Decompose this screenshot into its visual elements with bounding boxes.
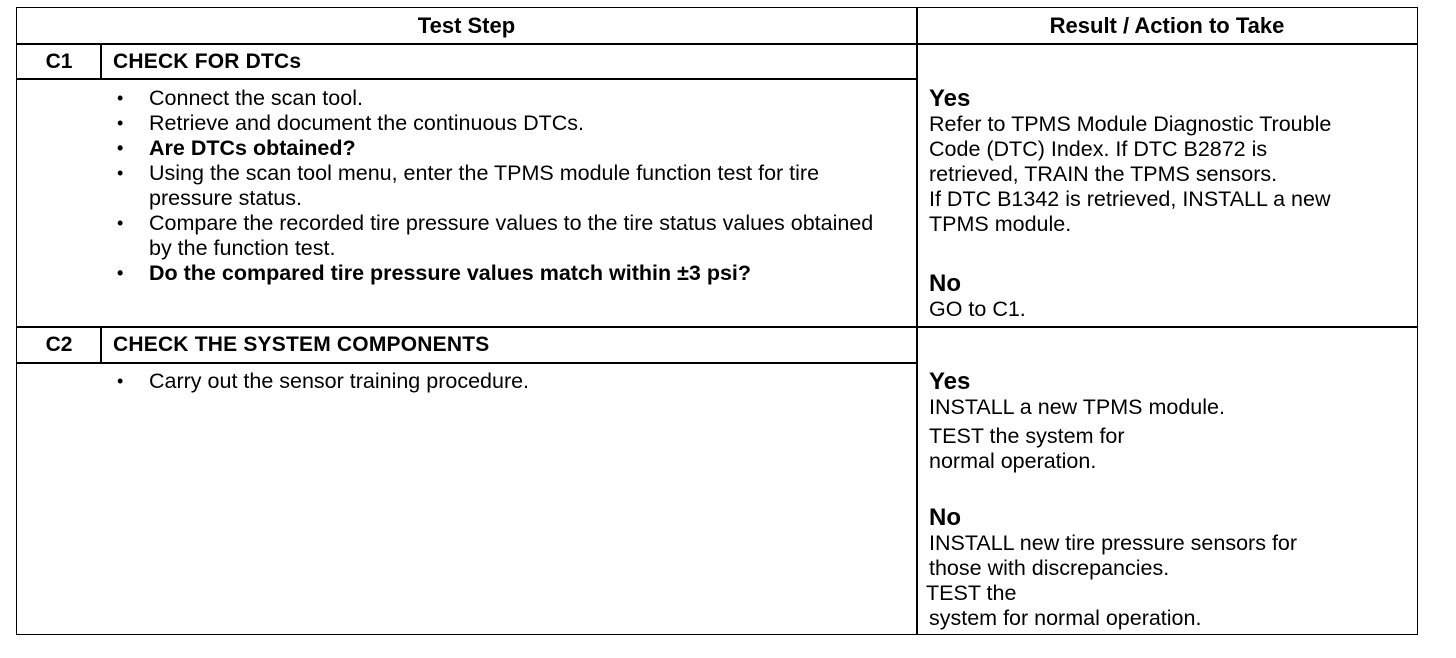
- c1-bullet-question: • Do the compared tire pressure values match within ±3 psi?: [113, 261, 893, 286]
- c1-bullet: • Retrieve and document the continuous DTCs.: [113, 111, 893, 136]
- c1-bullet: • Compare the recorded tire pressure values to the tire status values obtained by the function test.: [113, 211, 893, 261]
- c2-no-label: No: [929, 504, 961, 531]
- step-id-c1: C1: [45, 49, 73, 73]
- c1-no-label: No: [929, 270, 961, 297]
- step-title-c2: CHECK THE SYSTEM COMPONENTS: [113, 332, 490, 356]
- c1-bullet-list: [113, 86, 893, 286]
- c1-no-result: [929, 270, 1415, 322]
- c1-yes-line: If DTC B1342 is retrieved, INSTALL a new: [929, 187, 1331, 211]
- c2-result: [929, 368, 1415, 474]
- c1-no-line: GO to C1.: [929, 297, 1026, 321]
- c2-yes-line: INSTALL a new TPMS module.: [929, 395, 1225, 419]
- c2-yes-line: normal operation.: [929, 449, 1097, 473]
- c1-yes-label: Yes: [929, 85, 971, 112]
- c2-no-line: system for normal operation.: [929, 606, 1202, 630]
- c1-yes-line: retrieved, TRAIN the TPMS sensors.: [929, 162, 1278, 186]
- c2-no-line: TEST the: [926, 581, 1017, 605]
- c2-bullet: • Carry out the sensor training procedure.: [113, 369, 893, 394]
- c1-result: [929, 85, 1415, 237]
- c1-yes-line: Refer to TPMS Module Diagnostic Trouble: [929, 112, 1332, 136]
- c2-no-line: INSTALL new tire pressure sensors for: [929, 531, 1298, 555]
- c1-yes-line: Code (DTC) Index. If DTC B2872 is: [929, 137, 1268, 161]
- c2-bullet-list: [113, 369, 893, 394]
- c2-title-divider: [17, 362, 917, 364]
- header-result-action: Result / Action to Take: [1049, 13, 1285, 38]
- c1-bullet-question: • Are DTCs obtained?: [113, 136, 893, 161]
- header-test-step: Test Step: [417, 13, 516, 38]
- step-title-c1: CHECK FOR DTCs: [113, 49, 302, 73]
- c1-bullet: • Using the scan tool menu, enter the TPMS module function test for tire pressure status.: [113, 161, 893, 211]
- c2-no-result: [926, 504, 1415, 631]
- c1-yes-line: TPMS module.: [929, 212, 1072, 236]
- diagnostic-table: [16, 7, 1418, 635]
- c2-yes-label: Yes: [929, 368, 971, 395]
- step-id-c2: C2: [45, 332, 73, 356]
- column-divider: [916, 8, 918, 634]
- c2-no-line: those with discrepancies.: [929, 556, 1170, 580]
- c2-yes-line: TEST the system for: [929, 424, 1125, 448]
- c1-bullet: • Connect the scan tool.: [113, 86, 893, 111]
